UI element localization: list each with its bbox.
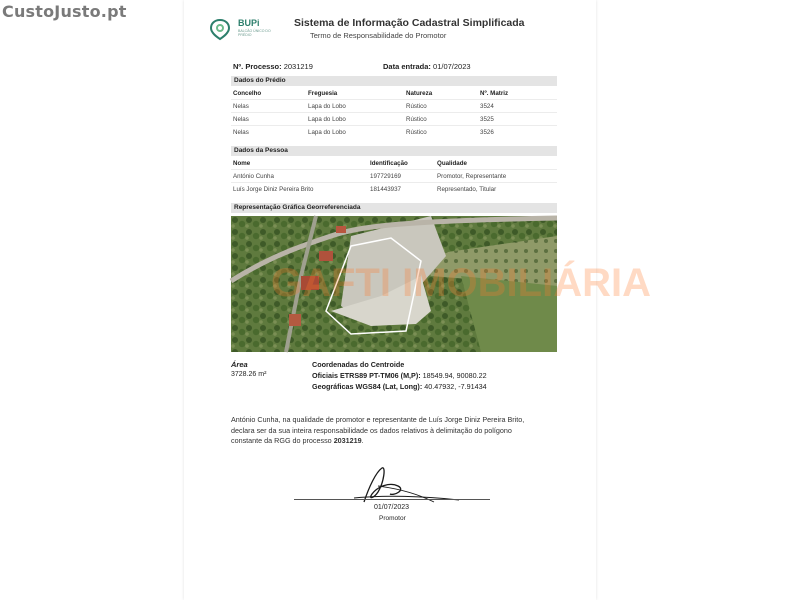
table-cell: Rústico xyxy=(404,100,478,113)
table-row xyxy=(231,113,557,126)
table-cell: Rústico xyxy=(404,126,478,139)
process-label: Nº. Processo: xyxy=(233,62,282,71)
declaration-text xyxy=(231,415,561,447)
column-header: Natureza xyxy=(406,89,433,97)
table-cell: 3525 xyxy=(478,113,557,126)
declaration-line: declara ser da sua inteira responsabilidade os dados relativos à delimitação do polígono xyxy=(231,425,512,435)
process-number xyxy=(233,62,313,71)
brand-tagline: BALCÃO ÚNICO DO PRÉDIO xyxy=(238,29,271,37)
column-header: Concelho xyxy=(233,89,262,97)
geographic-coordinates-value: 40.47932, -7.91434 xyxy=(424,382,487,391)
column-header: Nº. Matriz xyxy=(480,89,509,97)
table-header-row xyxy=(231,157,557,170)
predio-table xyxy=(231,87,557,138)
declaration-line: António Cunha, na qualidade de promotor e representante de Luís Jorge Diniz Pereira Brito, xyxy=(231,415,525,424)
column-header: Qualidade xyxy=(437,159,467,167)
section-pessoa-header: Dados da Pessoa xyxy=(231,146,557,156)
bupi-logo xyxy=(208,14,278,42)
document-title: Sistema de Informação Cadastral Simplificada xyxy=(294,17,525,29)
table-cell: 3524 xyxy=(478,100,557,113)
entry-date-value: 01/07/2023 xyxy=(433,62,471,71)
entry-date xyxy=(383,62,471,71)
column-header: Identificação xyxy=(370,159,408,167)
official-coordinates-value: 18549.94, 90080.22 xyxy=(422,371,487,380)
location-pin-icon xyxy=(208,18,232,40)
brand-name: BUPi xyxy=(238,18,260,28)
area-value: 3728.26 m² xyxy=(231,371,267,378)
pessoa-table xyxy=(231,157,557,195)
table-row xyxy=(231,100,557,113)
declaration-period: . xyxy=(361,436,364,445)
area-label: Área xyxy=(231,360,248,369)
declaration-process-number: 2031219 xyxy=(333,436,362,445)
table-cell: Lapa do Lobo xyxy=(306,100,404,113)
table-cell: Representado, Titular xyxy=(435,183,557,196)
table-cell: António Cunha xyxy=(231,170,368,183)
document-page xyxy=(184,0,651,600)
entry-date-label: Data entrada: xyxy=(383,62,431,71)
geographic-coordinates xyxy=(312,382,487,391)
aerial-map-image xyxy=(231,216,651,352)
section-map-header: Representação Gráfica Georreferenciada xyxy=(231,203,557,213)
official-coordinates-label: Oficiais ETRS89 PT-TM06 (M,P): xyxy=(312,371,421,380)
table-row xyxy=(231,126,557,139)
signature-date: 01/07/2023 xyxy=(374,504,410,511)
table-cell: Nelas xyxy=(231,100,306,113)
document-subtitle: Termo de Responsabilidade do Promotor xyxy=(310,31,447,40)
table-cell: Promotor, Representante xyxy=(435,170,557,183)
signature-role: Promotor xyxy=(379,515,406,522)
table-cell: Rústico xyxy=(404,113,478,126)
table-cell: Lapa do Lobo xyxy=(306,113,404,126)
table-cell: 3526 xyxy=(478,126,557,139)
table-cell: 197729169 xyxy=(368,170,435,183)
signature-line xyxy=(294,499,490,500)
table-cell: Nelas xyxy=(231,126,306,139)
table-row xyxy=(231,170,557,183)
table-row xyxy=(231,183,557,196)
table-cell: 181443937 xyxy=(368,183,435,196)
section-predio-header: Dados do Prédio xyxy=(231,76,557,86)
column-header: Freguesia xyxy=(308,89,338,97)
official-coordinates xyxy=(312,371,487,380)
table-cell: Lapa do Lobo xyxy=(306,126,404,139)
aerial-map xyxy=(231,216,651,352)
site-logo[interactable]: CustoJusto.pt xyxy=(2,2,127,21)
declaration-line: constante da RGG do processo xyxy=(231,436,332,445)
watermark-text: GAFTI IMOBILIÁRIA xyxy=(271,261,651,305)
column-header: Nome xyxy=(233,159,251,167)
process-value: 2031219 xyxy=(283,62,313,71)
table-header-row xyxy=(231,87,557,100)
table-cell: Nelas xyxy=(231,113,306,126)
table-cell: Luís Jorge Diniz Pereira Brito xyxy=(231,183,368,196)
geographic-coordinates-label: Geográficas WGS84 (Lat, Long): xyxy=(312,382,423,391)
coordinates-title: Coordenadas do Centroide xyxy=(312,360,405,369)
